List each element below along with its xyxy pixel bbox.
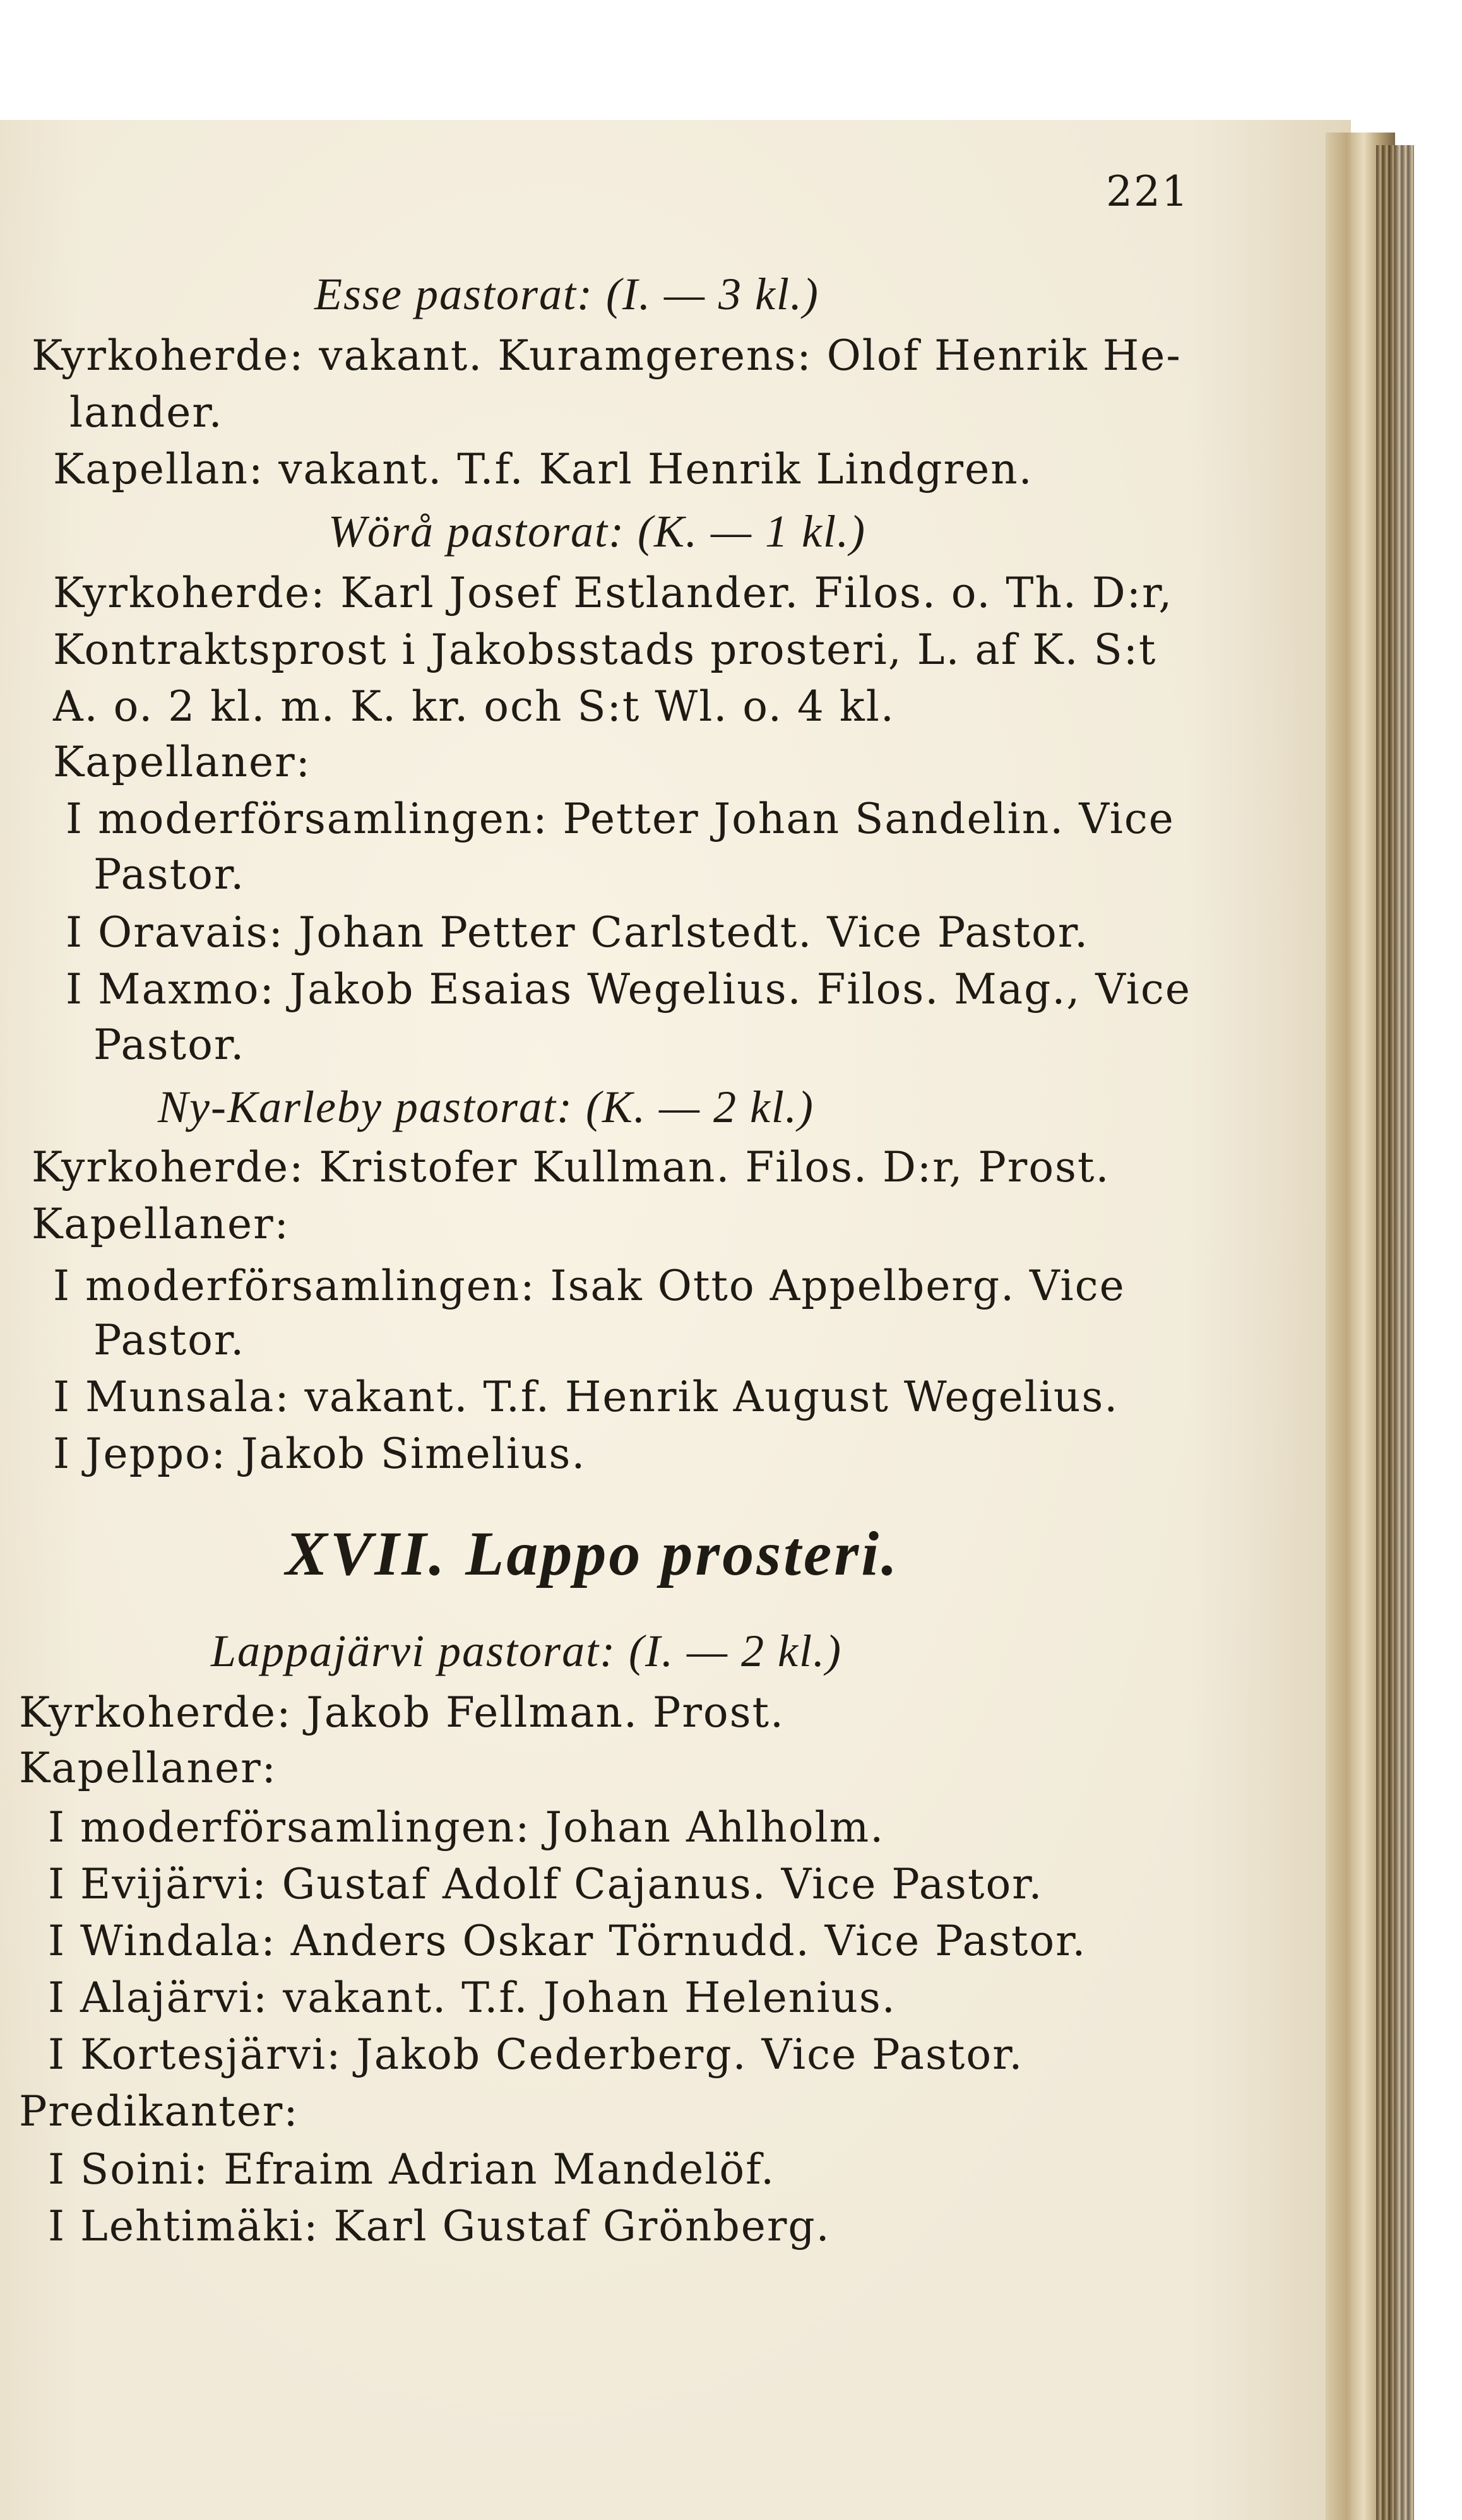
text-line: I Soini: Efraim Adrian Mandelöf.	[48, 2145, 776, 2194]
text-line: Kyrkoherde: vakant. Kuramgerens: Olof Henrik He-	[32, 331, 1182, 380]
text-line: Predikanter:	[19, 2087, 299, 2136]
section-heading-wora: Wörå pastorat: (K. — 1 kl.)	[328, 506, 866, 557]
text-line: I Kortesjärvi: Jakob Cederberg. Vice Pastor.	[48, 2030, 1024, 2079]
text-line: lander.	[69, 388, 223, 437]
section-heading-lappajarvi: Lappajärvi pastorat: (I. — 2 kl.)	[211, 1626, 842, 1676]
chapter-heading-lappo: XVII. Lappo prosteri.	[285, 1518, 900, 1588]
section-heading-ny-karleby: Ny-Karleby pastorat: (K. — 2 kl.)	[158, 1082, 814, 1132]
text-line: I Lehtimäki: Karl Gustaf Grönberg.	[48, 2202, 831, 2251]
text-line: I Evijärvi: Gustaf Adolf Cajanus. Vice Pastor.	[48, 1860, 1043, 1908]
text-line: Kyrkoherde: Karl Josef Estlander. Filos. o. Th. D:r,	[53, 569, 1174, 617]
text-line: I moderförsamlingen: Johan Ahlholm.	[48, 1803, 885, 1852]
text-line: I Munsala: vakant. T.f. Henrik August Wegelius.	[53, 1373, 1119, 1421]
text-line: I Maxmo: Jakob Esaias Wegelius. Filos. Mag., Vice	[66, 965, 1191, 1014]
text-line: A. o. 2 kl. m. K. kr. och S:t Wl. o. 4 kl.	[53, 682, 895, 731]
book-binding-edge	[1376, 145, 1414, 2520]
text-line: Kyrkoherde: Jakob Fellman. Prost.	[19, 1688, 785, 1737]
text-line: Kapellaner:	[19, 1744, 277, 1792]
text-line: Kapellan: vakant. T.f. Karl Henrik Lindgren.	[53, 445, 1033, 494]
text-line: I moderförsamlingen: Isak Otto Appelberg. Vice	[53, 1262, 1126, 1310]
text-line: Pastor.	[93, 1020, 246, 1069]
text-line: I Jeppo: Jakob Simelius.	[53, 1429, 586, 1478]
text-line: Kyrkoherde: Kristofer Kullman. Filos. D:r, Prost.	[32, 1143, 1110, 1192]
text-line: Kapellaner:	[32, 1200, 290, 1248]
text-line: I Windala: Anders Oskar Törnudd. Vice Pastor.	[48, 1917, 1087, 1965]
text-line: Pastor.	[93, 850, 246, 899]
section-heading-esse: Esse pastorat: (I. — 3 kl.)	[314, 269, 819, 319]
text-line: I moderförsamlingen: Petter Johan Sandelin. Vice	[66, 795, 1175, 843]
text-line: Kontraktsprost i Jakobsstads prosteri, L. af K. S:t	[53, 625, 1157, 674]
text-line: Pastor.	[93, 1316, 246, 1364]
page-number: 221	[1106, 167, 1189, 216]
text-line: I Alajärvi: vakant. T.f. Johan Helenius.	[48, 1973, 896, 2022]
text-line: I Oravais: Johan Petter Carlstedt. Vice Pastor.	[66, 908, 1090, 957]
text-line: Kapellaner:	[53, 738, 311, 786]
